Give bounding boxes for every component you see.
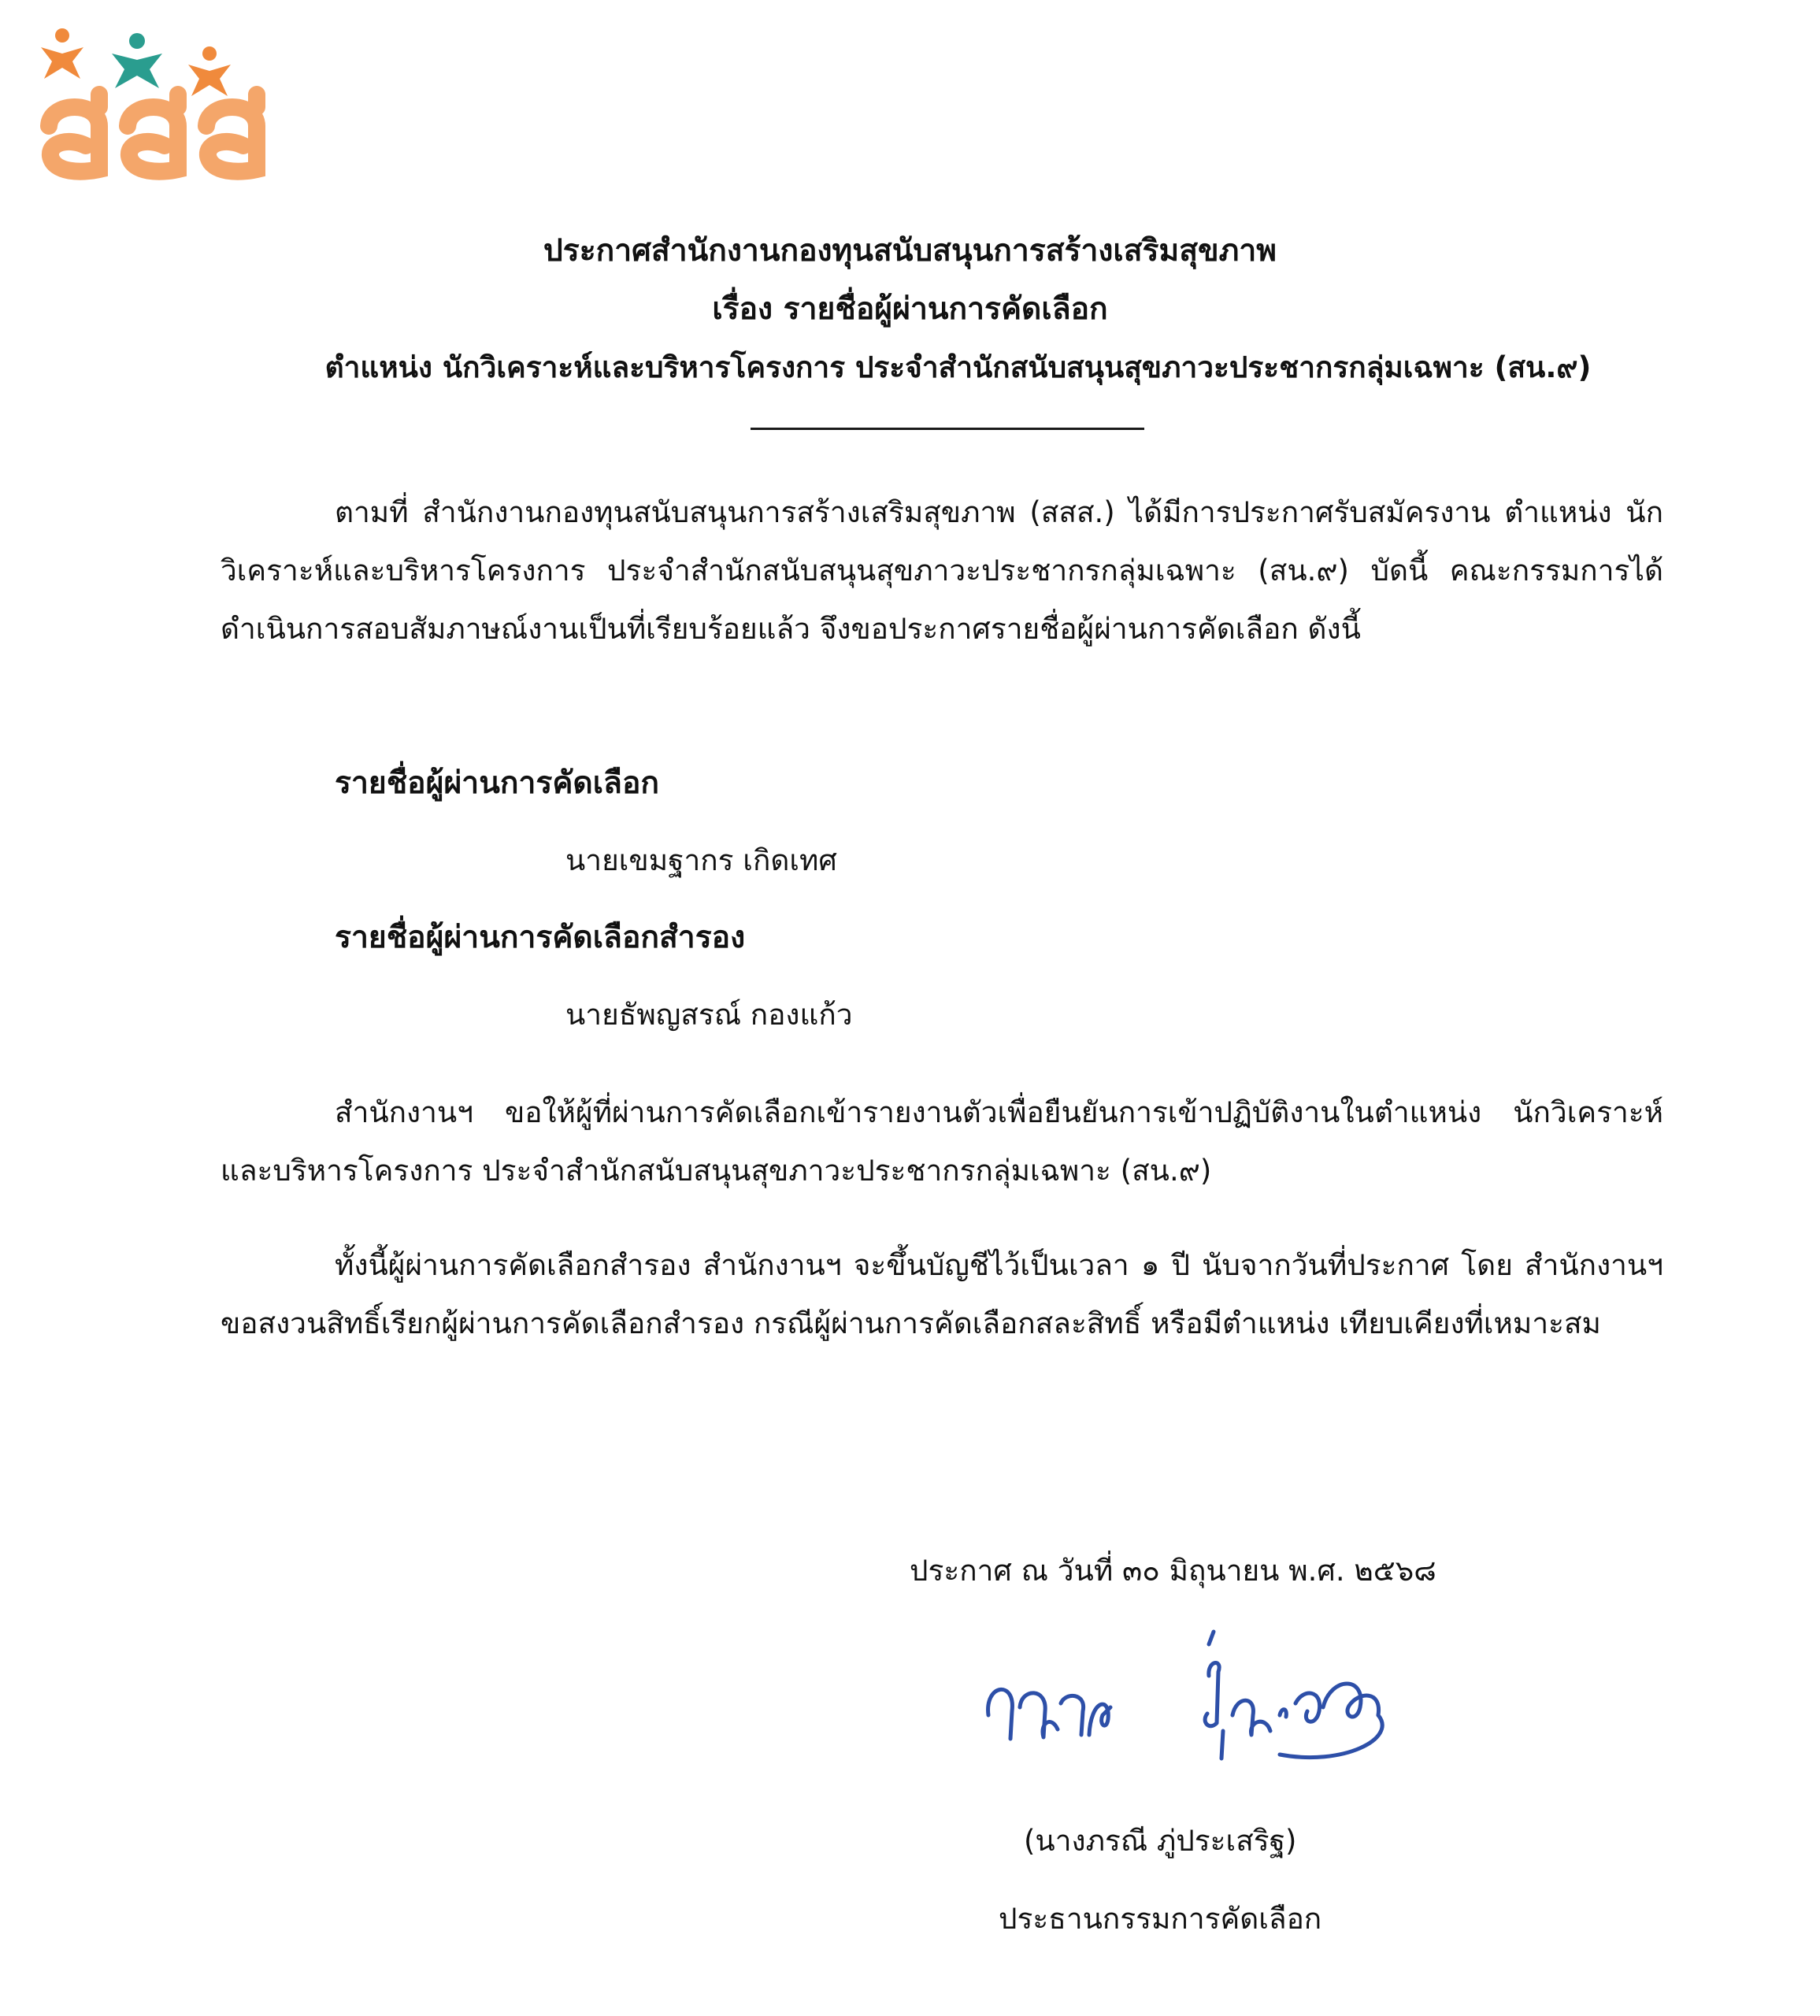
announcement-subject: เรื่อง รายชื่อผู้ผ่านการคัดเลือก bbox=[712, 291, 1108, 327]
announcement-date: ประกาศ ณ วันที่ ๓๐ มิถุนายน พ.ศ. ๒๕๖๘ bbox=[910, 1554, 1436, 1588]
reserve-heading: รายชื่อผู้ผ่านการคัดเลือกสำรอง bbox=[335, 920, 746, 955]
reserve-name: นายธัพญสรณ์ กองแก้ว bbox=[565, 998, 853, 1032]
announcement-issuer: ประกาศสำนักงานกองทุนสนับสนุนการสร้างเสริมสุขภาพ bbox=[543, 233, 1277, 269]
selected-name: นายเขมฐากร เกิดเทศ bbox=[565, 843, 837, 877]
signer-title: ประธานกรรมการคัดเลือก bbox=[999, 1902, 1322, 1936]
logo-figure-center-icon bbox=[112, 33, 162, 88]
announcement-header bbox=[0, 222, 1820, 397]
report-paragraph: สำนักงานฯ ขอให้ผู้ที่ผ่านการคัดเลือกเข้ารายงานตัวเพื่อยืนยันการเข้าปฏิบัติงานในตำแหน่ง นักวิเคราะห์และบริหารโครงการ ประจำสำนักสนับสนุนสุขภาวะประชากรกลุ่มเฉพาะ (สน.๙) bbox=[221, 1095, 1663, 1188]
header-divider bbox=[751, 428, 1144, 430]
announcement-position: ตำแหน่ง นักวิเคราะห์และบริหารโครงการ ประจำสำนักสนับสนุนสุขภาวะประชากรกลุ่มเฉพาะ (สน.๙) bbox=[324, 350, 1592, 384]
logo-figure-left-icon bbox=[41, 28, 83, 79]
intro-paragraph: ตามที่ สำนักงานกองทุนสนับสนุนการสร้างเสริมสุขภาพ (สสส.) ได้มีการประกาศรับสมัครงาน ตำแหน่ง นักวิเคราะห์และบริหารโครงการ ประจำสำนักสนับสนุนสุขภาวะประชากรกลุ่มเฉพาะ (สน.๙) บัดนี้ คณะกรรมการได้ดำเนินการสอบสัมภาษณ์งานเป็นที่เรียบร้อยแล้ว จึงขอประกาศรายชื่อผู้ผ่านการคัดเลือก ดังนี้ bbox=[221, 495, 1663, 646]
reserve-policy-paragraph: ทั้งนี้ผู้ผ่านการคัดเลือกสำรอง สำนักงานฯ จะขึ้นบัญชีไว้เป็นเวลา ๑ ปี นับจากวันที่ประกาศ โดย สำนักงานฯ ขอสงวนสิทธิ์เรียกผู้ผ่านการคัดเลือกสำรอง กรณีผู้ผ่านการคัดเลือกสละสิทธิ์ หรือมีตำแหน่ง เทียบเคียงที่เหมาะสม bbox=[221, 1248, 1663, 1340]
selected-heading: รายชื่อผู้ผ่านการคัดเลือก bbox=[335, 765, 659, 801]
logo-figure-right-icon bbox=[188, 46, 231, 96]
thaihealth-logo bbox=[27, 24, 279, 181]
logo-letters bbox=[49, 94, 257, 172]
signer-name: (นางภรณี ภู่ประเสริฐ) bbox=[1024, 1824, 1297, 1858]
handwritten-signature bbox=[973, 1629, 1429, 1770]
